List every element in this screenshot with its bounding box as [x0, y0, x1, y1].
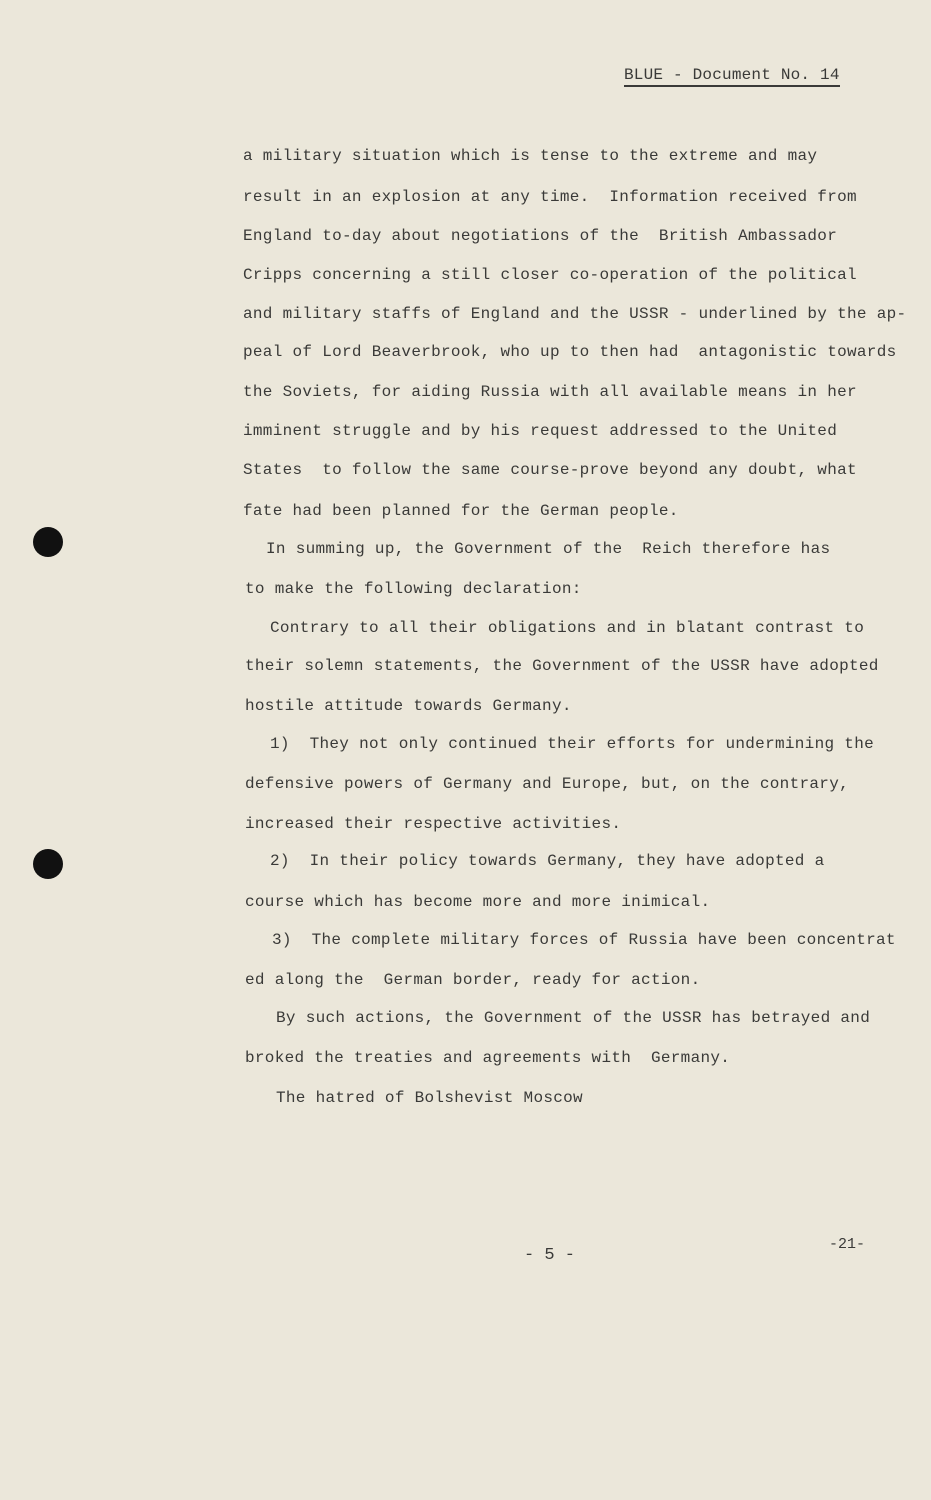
document-header: BLUE - Document No. 14 — [624, 66, 840, 87]
text-line: and military staffs of England and the USSR - underlined by the ap- — [243, 305, 907, 323]
text-line: By such actions, the Government of the USSR has betrayed and — [276, 1009, 871, 1027]
text-line: a military situation which is tense to the extreme and may — [243, 147, 818, 165]
page-number: - 5 - — [524, 1246, 576, 1265]
text-line: to make the following declaration: — [245, 580, 582, 598]
text-line: fate had been planned for the German people. — [243, 502, 679, 520]
text-line: increased their respective activities. — [245, 815, 622, 833]
text-line: Contrary to all their obligations and in blatant contrast to — [270, 619, 865, 637]
text-line: result in an explosion at any time. Information received from — [243, 188, 857, 206]
text-line: The hatred of Bolshevist Moscow — [276, 1089, 583, 1107]
text-line: 3) The complete military forces of Russia have been concentrat — [272, 931, 896, 949]
text-line: 2) In their policy towards Germany, they have adopted a — [270, 852, 825, 870]
text-line: hostile attitude towards Germany. — [245, 697, 572, 715]
text-line: 1) They not only continued their efforts for undermining the — [270, 735, 874, 753]
text-line: England to-day about negotiations of the British Ambassador — [243, 227, 838, 245]
sheet-number: -21- — [829, 1236, 866, 1253]
text-line: Cripps concerning a still closer co-operation of the political — [243, 266, 857, 284]
text-line: defensive powers of Germany and Europe, but, on the contrary, — [245, 775, 849, 793]
punch-hole — [33, 527, 63, 557]
text-line: peal of Lord Beaverbrook, who up to then had antagonistic towards — [243, 343, 897, 361]
text-line: imminent struggle and by his request addressed to the United — [243, 422, 838, 440]
text-line: States to follow the same course-prove beyond any doubt, what — [243, 461, 857, 479]
text-line: ed along the German border, ready for action. — [245, 971, 701, 989]
text-line: In summing up, the Government of the Reich therefore has — [266, 540, 831, 558]
text-line: the Soviets, for aiding Russia with all available means in her — [243, 383, 857, 401]
text-line: broked the treaties and agreements with Germany. — [245, 1049, 731, 1067]
punch-hole — [33, 849, 63, 879]
text-line: their solemn statements, the Government of the USSR have adopted — [245, 657, 879, 675]
text-line: course which has become more and more inimical. — [245, 893, 711, 911]
